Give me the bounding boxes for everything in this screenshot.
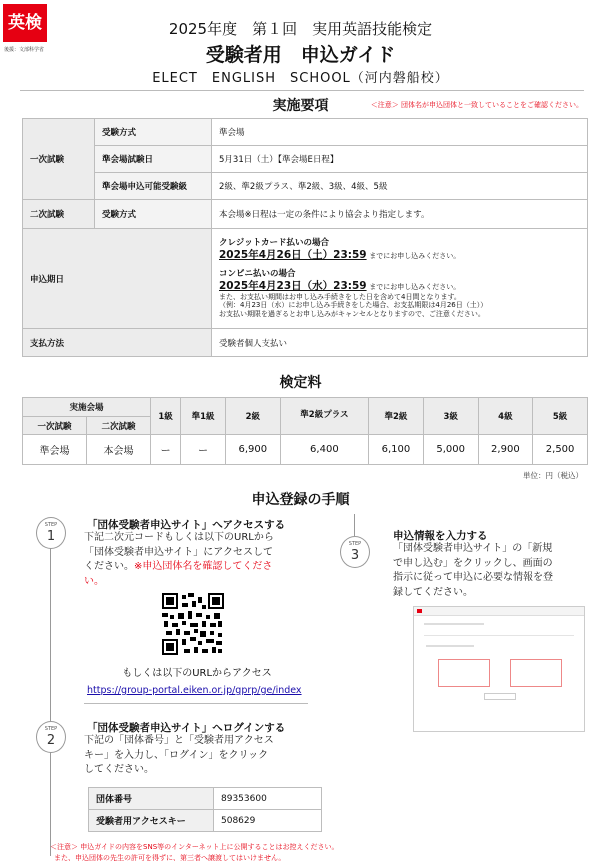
summary-table [22, 118, 588, 357]
access-key-value: 508629 [214, 810, 322, 832]
credentials-table [88, 787, 322, 832]
second-method-label: 受験方式 [95, 200, 212, 229]
fees-title: 検定料 [279, 375, 322, 391]
grade-header: 5級 [533, 398, 588, 435]
step-divider [84, 703, 308, 704]
school-name: ELECT ENGLISH SCHOOL（河内磐船校） [152, 71, 449, 86]
deadline-value [212, 229, 588, 329]
qr-code-icon [162, 593, 224, 655]
footer-note-2: また、申込団体の先生の許可を得ずに、第三者へ譲渡してはいけません。 [54, 854, 286, 862]
date-label: 準会場試験日 [95, 146, 212, 173]
second-exam-label: 二次試験 [23, 200, 95, 229]
conv-date: 2025年4月23日（水）23:59 [219, 279, 367, 292]
signup-site-screenshot [413, 606, 585, 732]
logo-sub: 後援：文部科学省 [4, 47, 45, 53]
conv-note-1: また、お支払い期間はお申し込み手続きをした日を含めて4日間となります。 [219, 292, 461, 301]
grades-value: 2級、準2級プラス、準2級、3級、4級、5級 [212, 173, 588, 200]
timeline-right [354, 514, 355, 536]
grade-header: 4級 [478, 398, 533, 435]
card-tail: までにお申し込みください。 [369, 251, 461, 260]
timeline-left [50, 520, 51, 856]
group-no-value: 89353600 [214, 788, 322, 810]
signup-url-link[interactable]: https://group-portal.eiken.or.jp/gprp/ge/index [87, 685, 302, 696]
mock-header-bar [414, 607, 584, 616]
card-date: 2025年4月26日（土）23:59 [219, 248, 367, 261]
url-lead: もしくは以下のURLからアクセス [122, 668, 272, 679]
eiken-logo: 英検 [3, 4, 47, 42]
conv-tail: までにお申し込みください。 [369, 282, 461, 291]
venue-header: 実施会場 [23, 398, 151, 417]
group-no-label: 団体番号 [89, 788, 214, 810]
fee-cell: 5,000 [423, 435, 478, 465]
fee-second-venue: 本会場 [87, 435, 151, 465]
method-value: 準会場 [212, 119, 588, 146]
step3-badge: STEP 3 [340, 536, 370, 568]
summary-note: ＜注意＞ 団体名が申込団体と一致していることをご確認ください。 [370, 101, 583, 109]
fees-table [22, 397, 588, 465]
summary-title: 実施要項 [272, 98, 329, 114]
grade-header: 準2級 [369, 398, 424, 435]
method-label: 受験方式 [95, 119, 212, 146]
grade-header: 準2級プラス [280, 398, 368, 435]
fee-cell: 2,900 [478, 435, 533, 465]
step2-body: 下記の「団体番号」と「受験者用アクセス キー」を入力し、「ログイン」をクリック してください。 [84, 735, 274, 775]
grade-header: 1級 [151, 398, 181, 435]
fee-cell: 6,900 [225, 435, 280, 465]
deadline-label: 申込期日 [23, 229, 212, 329]
step3-heading: 申込情報を入力する [393, 530, 488, 542]
payment-label: 支払方法 [23, 329, 212, 357]
divider [20, 90, 584, 91]
conv-label: コンビニ払いの場合 [219, 268, 296, 279]
conv-note-3: お支払い期限を過ぎるとお申し込みがキャンセルとなりますので、ご注意ください。 [219, 310, 485, 319]
fee-cell: 2,500 [533, 435, 588, 465]
payment-value: 受験者個人支払い [212, 329, 588, 357]
fee-cell: ー [151, 435, 181, 465]
fee-unit: 単位：円（税込） [523, 471, 583, 480]
doc-title-year: 2025年度 第１回 実用英語技能検定 [168, 20, 433, 38]
card-label: クレジットカード払いの場合 [219, 238, 330, 249]
fee-cell: 6,100 [369, 435, 424, 465]
step3-body: 「団体受験者申込サイト」の「新規 で申し込む」をクリックし、画面の 指示に従って申込に必要な情報を登 録してください。 [393, 543, 553, 598]
first-exam-label: 一次試験 [23, 119, 95, 200]
grades-label: 準会場申込可能受験級 [95, 173, 212, 200]
sub-first-header: 一次試験 [23, 417, 87, 435]
grade-header: 3級 [423, 398, 478, 435]
step2-heading: 「団体受験者申込サイト」へログインする [87, 722, 286, 734]
mock-login-card [510, 659, 562, 687]
step1-body: 下記二次元コードもしくは以下のURLから 「団体受験者申込サイト」にアクセスして ください。※申込団体名を確認してくださ い。 [84, 532, 274, 587]
fee-cell: 6,400 [280, 435, 368, 465]
step1-heading: 「団体受験者申込サイト」へアクセスする [87, 519, 286, 531]
doc-title: 受験者用 申込ガイド [205, 44, 396, 66]
conv-note-2: （例：4月23日（水）にお申し込み手続きをした場合、お支払期限は4月26日（土）） [219, 301, 488, 310]
access-key-label: 受験者用アクセスキー [89, 810, 214, 832]
second-method-value: 本会場※日程は一定の条件により協会より指定します。 [212, 200, 588, 229]
mock-new-card [438, 659, 490, 687]
steps-title: 申込登録の手順 [251, 492, 350, 508]
sub-second-header: 二次試験 [87, 417, 151, 435]
grade-header: 2級 [225, 398, 280, 435]
date-value: 5月31日（土）【準会場E日程】 [212, 146, 588, 173]
fee-first-venue: 準会場 [23, 435, 87, 465]
footer-note-1: ＜注意＞ 申込ガイドの内容をSNS等のインターネット上に公開することはお控えください。 [50, 843, 339, 851]
fee-cell: ー [181, 435, 226, 465]
step2-badge: STEP 2 [36, 721, 66, 753]
grade-header: 準1級 [181, 398, 226, 435]
step1-badge: STEP 1 [36, 517, 66, 549]
